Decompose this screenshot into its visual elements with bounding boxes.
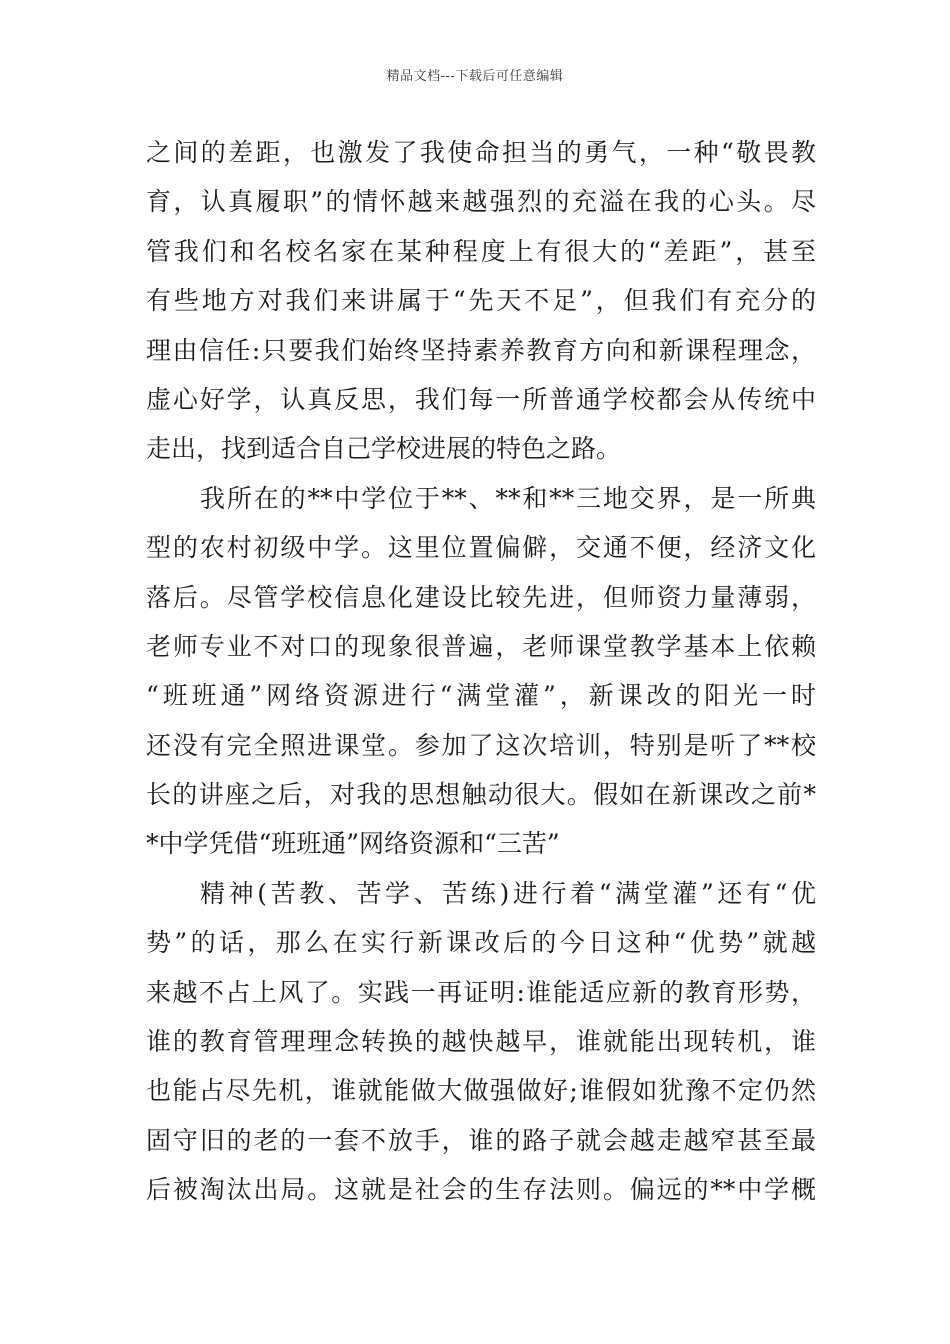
paragraph xyxy=(146,128,816,474)
text-line: 后被淘汰出局。这就是社会的生存法则。偏远的**中学概 xyxy=(146,1175,816,1205)
paragraph xyxy=(146,474,816,869)
text-line: 落后。尽管学校信息化建设比较先进，但师资力量薄弱， xyxy=(146,582,816,612)
paragraph xyxy=(146,869,816,1215)
text-line: *中学凭借“班班通”网络资源和“三苦” xyxy=(146,829,560,859)
text-line: 有些地方对我们来讲属于“先天不足”，但我们有充分的 xyxy=(146,286,816,316)
text-line: “班班通”网络资源进行“满堂灌”，新课改的阳光一时 xyxy=(146,681,816,711)
text-line: 长的讲座之后，对我的思想触动很大。假如在新课改之前* xyxy=(146,780,816,810)
page-header: 精品文档---下载后可任意编辑 xyxy=(386,69,564,84)
text-line: 老师专业不对口的现象很普遍，老师课堂教学基本上依赖 xyxy=(146,631,816,661)
text-line: 走出，找到适合自己学校进展的特色之路。 xyxy=(146,434,622,464)
text-line: 管我们和名校名家在某种程度上有很大的“差距”，甚至 xyxy=(146,236,816,266)
text-line: 还没有完全照进课堂。参加了这次培训，特别是听了**校 xyxy=(146,730,816,760)
text-line: 精神(苦教、苦学、苦练)进行着“满堂灌”还有“优 xyxy=(200,878,816,908)
text-line: 势”的话，那么在实行新课改后的今日这种“优势”就越 xyxy=(146,928,816,958)
text-line: 也能占尽先机，谁就能做大做强做好;谁假如犹豫不定仍然 xyxy=(146,1076,816,1106)
text-line: 谁的教育管理理念转换的越快越早，谁就能出现转机，谁 xyxy=(146,1027,816,1057)
text-line: 育，认真履职”的情怀越来越强烈的充溢在我的心头。尽 xyxy=(146,187,816,217)
text-line: 来越不占上风了。实践一再证明:谁能适应新的教育形势， xyxy=(146,977,816,1007)
text-line: 我所在的**中学位于**、**和**三地交界，是一所典 xyxy=(200,483,816,513)
text-line: 型的农村初级中学。这里位置偏僻，交通不便，经济文化 xyxy=(146,533,816,563)
document-body xyxy=(146,128,816,1215)
text-line: 虚心好学，认真反思，我们每一所普通学校都会从传统中 xyxy=(146,384,816,414)
text-line: 之间的差距，也激发了我使命担当的勇气，一种“敬畏教 xyxy=(146,138,816,167)
text-line: 固守旧的老的一套不放手，谁的路子就会越走越窄甚至最 xyxy=(146,1125,816,1155)
text-line: 理由信任:只要我们始终坚持素养教育方向和新课程理念， xyxy=(146,335,816,365)
